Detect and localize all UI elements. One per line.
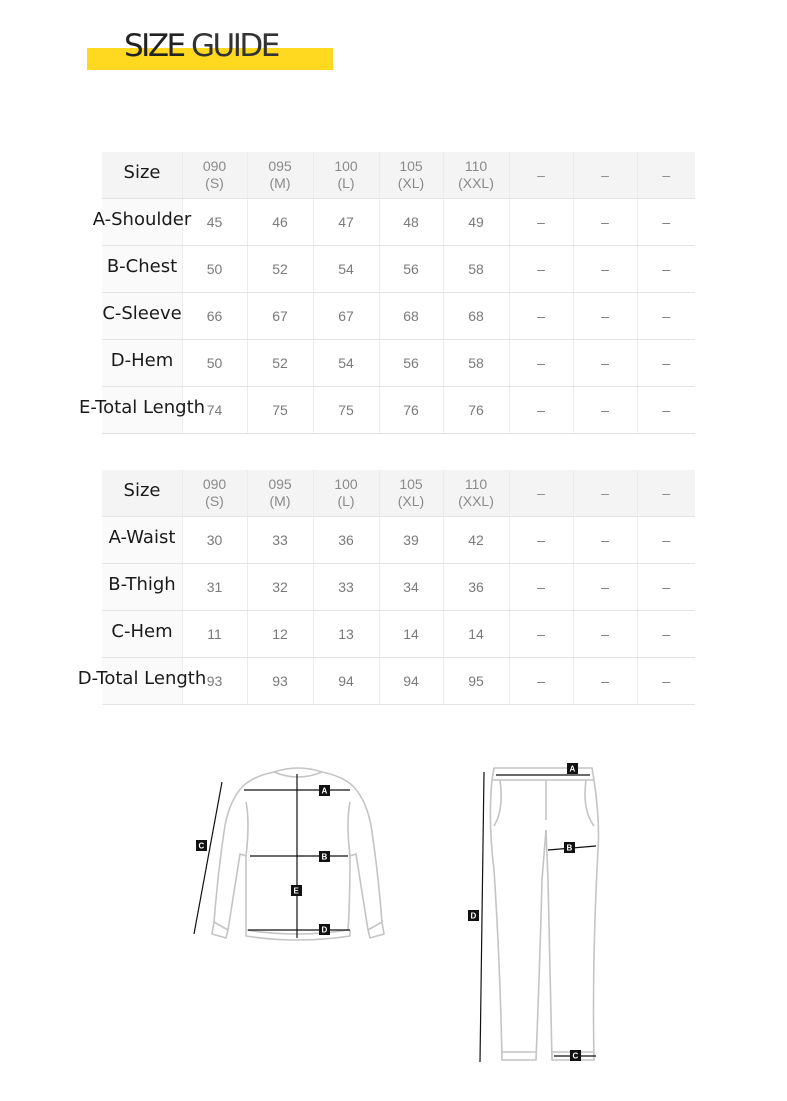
size-code: – <box>537 484 545 501</box>
measurement-cell: 50 <box>182 246 247 293</box>
size-header-cell <box>637 152 695 199</box>
measurement-cell: 31 <box>182 564 247 611</box>
measurement-cell: 46 <box>247 199 313 246</box>
size-header-cell <box>443 470 509 517</box>
measurement-cell: 75 <box>313 387 379 434</box>
size-code: 105 <box>399 158 423 174</box>
size-label: Size <box>123 480 161 502</box>
measurement-cell: – <box>637 564 695 611</box>
size-header-cell <box>247 470 313 517</box>
measurement-cell: – <box>509 658 573 705</box>
row-label: B-Chest <box>106 256 178 277</box>
size-code: 105 <box>399 476 423 492</box>
measurement-cell: – <box>637 293 695 340</box>
measurement-cell: 76 <box>443 387 509 434</box>
size-header-cell <box>509 152 573 199</box>
measurement-cell: 75 <box>247 387 313 434</box>
measurement-cell: 50 <box>182 340 247 387</box>
measurement-cell: 54 <box>313 246 379 293</box>
size-letter: (M) <box>269 175 291 191</box>
measurement-cell: 36 <box>313 517 379 564</box>
measurement-cell: 30 <box>182 517 247 564</box>
measurement-cell: 76 <box>379 387 443 434</box>
measurement-cell: 13 <box>313 611 379 658</box>
size-code: – <box>662 484 671 501</box>
measurement-cell: – <box>637 246 695 293</box>
measurement-cell: – <box>573 293 637 340</box>
measurement-cell: 33 <box>313 564 379 611</box>
measurement-cell: 14 <box>443 611 509 658</box>
size-letter: (XXL) <box>458 493 494 509</box>
size-header-cell <box>247 152 313 199</box>
measurement-cell: – <box>573 658 637 705</box>
measurement-cell: 58 <box>443 246 509 293</box>
measurement-cell: 52 <box>247 340 313 387</box>
table-row <box>102 517 695 564</box>
size-code: – <box>662 166 671 183</box>
measurement-cell: 56 <box>379 340 443 387</box>
measurement-cell: – <box>509 293 573 340</box>
size-code: 090 <box>202 158 227 174</box>
measurement-cell: – <box>573 611 637 658</box>
measurement-cell: 58 <box>443 340 509 387</box>
measurement-cell: 52 <box>247 246 313 293</box>
measurement-cell: 48 <box>379 199 443 246</box>
size-header-cell <box>573 470 637 517</box>
title-word-size: SIZE <box>124 28 184 64</box>
size-code: 095 <box>268 476 292 492</box>
measurement-cell: 93 <box>247 658 313 705</box>
measurement-cell: 67 <box>247 293 313 340</box>
size-header-cell <box>443 152 509 199</box>
size-label: Size <box>123 162 161 184</box>
size-header-cell <box>379 152 443 199</box>
size-code: – <box>537 166 545 183</box>
measurement-cell: 56 <box>379 246 443 293</box>
row-label: E-Total Length <box>78 397 206 418</box>
measurement-cell: 32 <box>247 564 313 611</box>
measurement-cell: 49 <box>443 199 509 246</box>
size-header-cell <box>313 470 379 517</box>
tag-b-label: B <box>321 852 328 862</box>
size-letter: (XL) <box>397 493 425 509</box>
size-header-cell <box>182 152 247 199</box>
tag-c-label: C <box>572 1051 579 1061</box>
measurement-cell: – <box>573 387 637 434</box>
measurement-cell: 54 <box>313 340 379 387</box>
measurement-cell: 74 <box>182 387 247 434</box>
measurement-cell: – <box>509 199 573 246</box>
size-letter: (L) <box>337 175 355 191</box>
tag-a-label: A <box>321 786 328 796</box>
size-code: 090 <box>202 476 227 492</box>
measurement-cell: 94 <box>313 658 379 705</box>
size-code: 100 <box>334 476 358 492</box>
row-label: C-Sleeve <box>102 303 182 324</box>
measurement-cell: 47 <box>313 199 379 246</box>
tag-d-label: D <box>470 911 477 921</box>
measurement-cell: 33 <box>247 517 313 564</box>
measurement-cell: – <box>637 387 695 434</box>
size-header-cell <box>313 152 379 199</box>
measurement-cell: – <box>637 340 695 387</box>
size-code: – <box>601 166 609 183</box>
measurement-cell: – <box>509 517 573 564</box>
measurement-cell: – <box>573 246 637 293</box>
measurement-cell: – <box>573 564 637 611</box>
measurement-cell: 42 <box>443 517 509 564</box>
table-row <box>102 611 695 658</box>
title-word-guide: GUIDE <box>191 28 278 64</box>
size-header-row <box>102 470 695 517</box>
measurement-cell: – <box>637 517 695 564</box>
size-header-cell <box>509 470 573 517</box>
measurement-cell: 68 <box>443 293 509 340</box>
size-header-row <box>102 152 695 199</box>
measurement-cell: 95 <box>443 658 509 705</box>
size-code: 110 <box>464 158 488 174</box>
page-title <box>124 28 278 64</box>
table-row <box>102 340 695 387</box>
table-row <box>102 293 695 340</box>
measurement-cell: 39 <box>379 517 443 564</box>
row-label: D-Total Length <box>77 668 207 689</box>
size-letter: (XXL) <box>458 175 494 191</box>
size-code: 100 <box>334 158 358 174</box>
measurement-cell: 94 <box>379 658 443 705</box>
measurement-cell: 67 <box>313 293 379 340</box>
row-label: A-Waist <box>108 527 176 548</box>
row-label: A-Shoulder <box>92 209 192 230</box>
size-header-cell <box>637 470 695 517</box>
measurement-cell: – <box>509 564 573 611</box>
measurement-cell: – <box>509 387 573 434</box>
measurement-cell: 12 <box>247 611 313 658</box>
size-letter: (S) <box>205 175 224 191</box>
measurement-cell: 34 <box>379 564 443 611</box>
measurement-cell: 93 <box>182 658 247 705</box>
size-header-cell <box>182 470 247 517</box>
tag-d-label: D <box>321 925 328 935</box>
size-code: 095 <box>268 158 292 174</box>
measurement-cell: – <box>509 246 573 293</box>
row-label: B-Thigh <box>108 574 176 595</box>
measurement-cell: 36 <box>443 564 509 611</box>
size-letter: (S) <box>205 493 224 509</box>
measurement-cell: 11 <box>182 611 247 658</box>
tag-b-label: B <box>566 843 573 853</box>
size-header-cell <box>573 152 637 199</box>
measurement-cell: – <box>637 199 695 246</box>
measurement-cell: – <box>637 658 695 705</box>
size-header-cell <box>379 470 443 517</box>
size-code: – <box>601 484 609 501</box>
measurement-cell: – <box>573 340 637 387</box>
measurement-cell: – <box>509 611 573 658</box>
row-label: C-Hem <box>111 621 173 642</box>
size-letter: (XL) <box>397 175 425 191</box>
top-size-table <box>102 152 695 434</box>
measurement-cell: 45 <box>182 199 247 246</box>
measurement-cell: 14 <box>379 611 443 658</box>
size-code: 110 <box>464 476 488 492</box>
row-label: D-Hem <box>110 350 174 371</box>
size-letter: (L) <box>337 493 355 509</box>
table-row <box>102 564 695 611</box>
measurement-cell: – <box>509 340 573 387</box>
measurement-cell: – <box>573 517 637 564</box>
tag-e-label: E <box>293 886 299 896</box>
measurement-cell: – <box>573 199 637 246</box>
size-letter: (M) <box>269 493 291 509</box>
tag-c-label: C <box>198 841 205 851</box>
table-row <box>102 246 695 293</box>
measurement-cell: – <box>637 611 695 658</box>
tag-a-label: A <box>569 764 576 774</box>
measurement-cell: 68 <box>379 293 443 340</box>
measurement-cell: 66 <box>182 293 247 340</box>
sweater-diagram <box>188 762 398 948</box>
pants-diagram <box>466 760 612 1070</box>
